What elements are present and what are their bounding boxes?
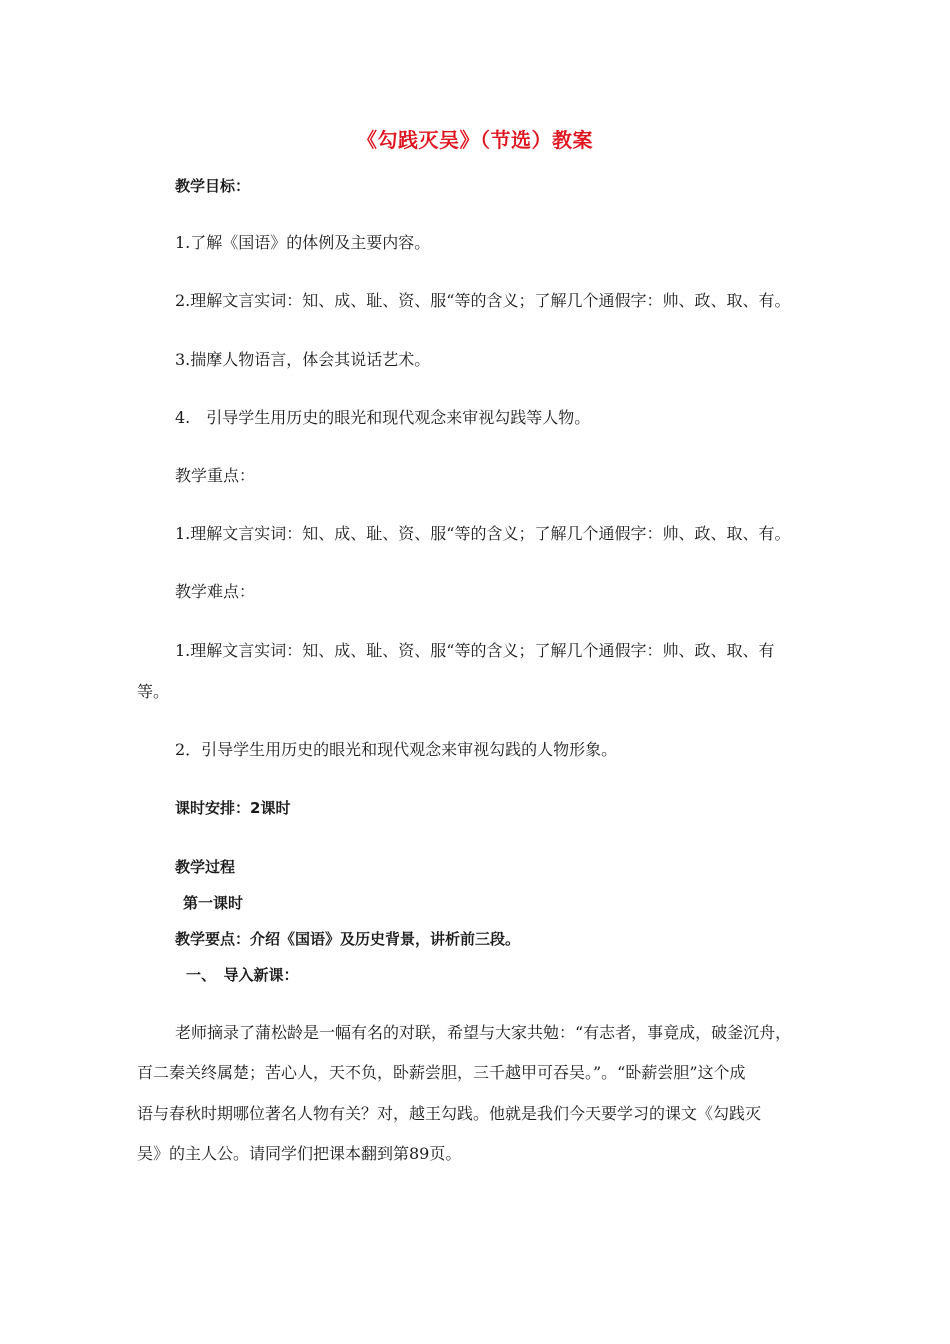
process-heading: 教学过程 (175, 858, 236, 876)
difficulty-item-1-line-2: 等。 (137, 682, 170, 701)
document-title: 《勾践灭吴》（节选）教案 (357, 128, 593, 152)
intro-paragraph-line-3: 语与春秋时期哪位著名人物有关？对，越王勾践。他就是我们今天要学习的课文《勾践灭 (137, 1104, 762, 1123)
lesson-key-points: 教学要点：介绍《国语》及历史背景，讲析前三段。 (175, 930, 521, 948)
intro-paragraph-line-2: 百二秦关终属楚；苦心人，天不负，卧薪尝胆，三千越甲可吞吴。”。“卧薪尝胆”这个成 (137, 1063, 746, 1082)
intro-paragraph-line-4: 吴》的主人公。请同学们把课本翻到第89页。 (137, 1144, 462, 1163)
key-points-heading: 教学重点： (175, 466, 256, 485)
objective-item-4: 4. 引导学生用历史的眼光和现代观念来审视勾践等人物。 (175, 408, 591, 427)
difficulties-heading: 教学难点： (175, 582, 256, 601)
key-point-item-1: 1.理解文言实词：知、成、耻、资、服“等的含义；了解几个通假字：帅、政、取、有。 (175, 524, 791, 543)
lesson-heading: 第一课时 (183, 894, 244, 912)
difficulty-item-2: 2．引导学生用历史的眼光和现代观念来审视勾践的人物形象。 (175, 740, 618, 759)
objective-item-3: 3.揣摩人物语言，体会其说话艺术。 (175, 350, 431, 369)
schedule-line: 课时安排：2课时 (175, 799, 291, 817)
objectives-heading: 教学目标： (175, 177, 251, 195)
objective-item-1: 1.了解《国语》的体例及主要内容。 (175, 233, 431, 252)
objective-item-2: 2.理解文言实词：知、成、耻、资、服“等的含义；了解几个通假字：帅、政、取、有。 (175, 291, 791, 310)
difficulty-item-1-line-1: 1.理解文言实词：知、成、耻、资、服“等的含义；了解几个通假字：帅、政、取、有 (175, 641, 775, 660)
section-1-heading: 一、 导入新课： (186, 966, 299, 984)
intro-paragraph-line-1: 老师摘录了蒲松龄是一幅有名的对联，希望与大家共勉：“有志者，事竟成，破釜沉舟， (175, 1023, 792, 1042)
